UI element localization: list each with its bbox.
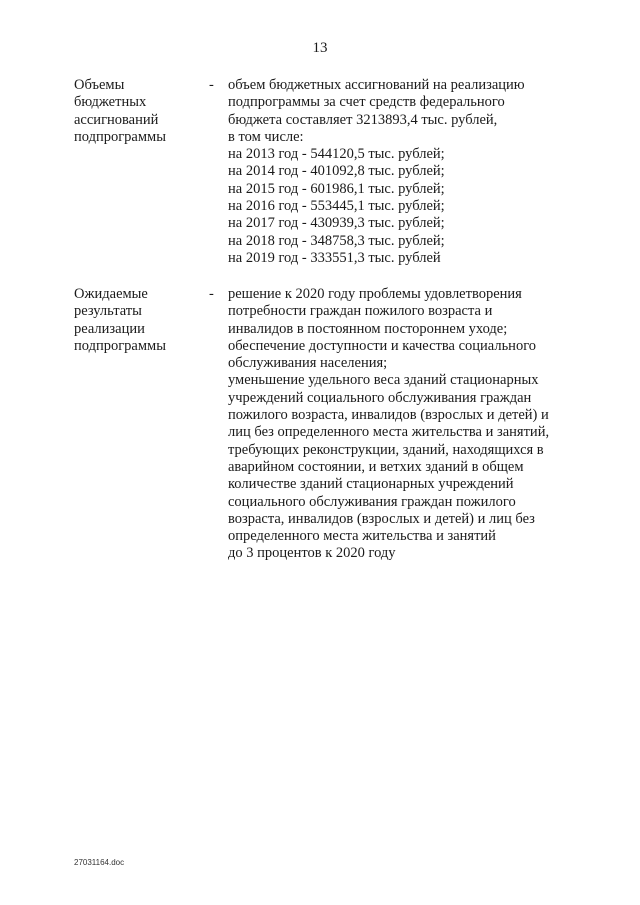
content-line: до 3 процентов к 2020 году	[228, 545, 396, 562]
dash-separator: -	[209, 286, 214, 302]
label-line: подпрограммы	[74, 128, 166, 145]
section-label	[74, 286, 184, 355]
content-line: обеспечение доступности и качества социального	[228, 337, 537, 354]
content-line: в том числе:	[228, 128, 304, 145]
content-line: на 2013 год - 544120,5 тыс. рублей;	[228, 146, 445, 163]
dash-separator: -	[209, 77, 214, 93]
label-line: подпрограммы	[74, 337, 166, 354]
content-line: уменьшение удельного веса зданий стационарных	[228, 372, 539, 389]
label-line: результаты	[74, 303, 142, 320]
section-content	[228, 77, 574, 267]
content-line: количестве зданий стационарных учреждений	[228, 476, 514, 493]
content-line: требующих реконструкции, зданий, находящихся в	[228, 441, 544, 458]
content-line: бюджета составляет 3213893,4 тыс. рублей,	[228, 111, 498, 128]
label-line: ассигнований	[74, 111, 159, 128]
content-line: на 2018 год - 348758,3 тыс. рублей;	[228, 232, 445, 249]
content-line: определенного места жительства и занятий	[228, 528, 496, 545]
label-line: реализации	[74, 320, 145, 337]
label-line: бюджетных	[74, 94, 147, 111]
content-line: учреждений социального обслуживания граждан	[228, 389, 532, 406]
content-line: на 2014 год - 401092,8 тыс. рублей;	[228, 163, 445, 180]
content-line: инвалидов в постоянном постороннем уходе;	[228, 320, 508, 337]
section-content	[228, 286, 574, 563]
content-line: на 2017 год - 430939,3 тыс. рублей;	[228, 215, 445, 232]
content-line: аварийном состоянии, и ветхих зданий в общем	[228, 458, 524, 475]
section-label	[74, 77, 184, 146]
content-line: объем бюджетных ассигнований на реализацию	[228, 77, 525, 93]
content-line: на 2019 год - 333551,3 тыс. рублей	[228, 249, 441, 266]
content-line: потребности граждан пожилого возраста и	[228, 303, 493, 320]
content-line: социального обслуживания граждан пожилого	[228, 493, 516, 510]
label-line: Ожидаемые	[74, 286, 148, 302]
content-line: решение к 2020 году проблемы удовлетворения	[228, 286, 522, 302]
content-line: обслуживания населения;	[228, 355, 388, 372]
document-filename: 27031164.doc	[74, 858, 125, 867]
content-line: подпрограммы за счет средств федерального	[228, 94, 505, 111]
content-line: на 2016 год - 553445,1 тыс. рублей;	[228, 198, 445, 215]
content-line: на 2015 год - 601986,1 тыс. рублей;	[228, 180, 445, 197]
content-line: пожилого возраста, инвалидов (взрослых и детей) и	[228, 407, 549, 424]
content-line: лиц без определенного места жительства и занятий,	[228, 424, 550, 441]
content-line: возраста, инвалидов (взрослых и детей) и лиц без	[228, 510, 535, 527]
page-number: 13	[312, 40, 328, 56]
label-line: Объемы	[74, 77, 125, 93]
